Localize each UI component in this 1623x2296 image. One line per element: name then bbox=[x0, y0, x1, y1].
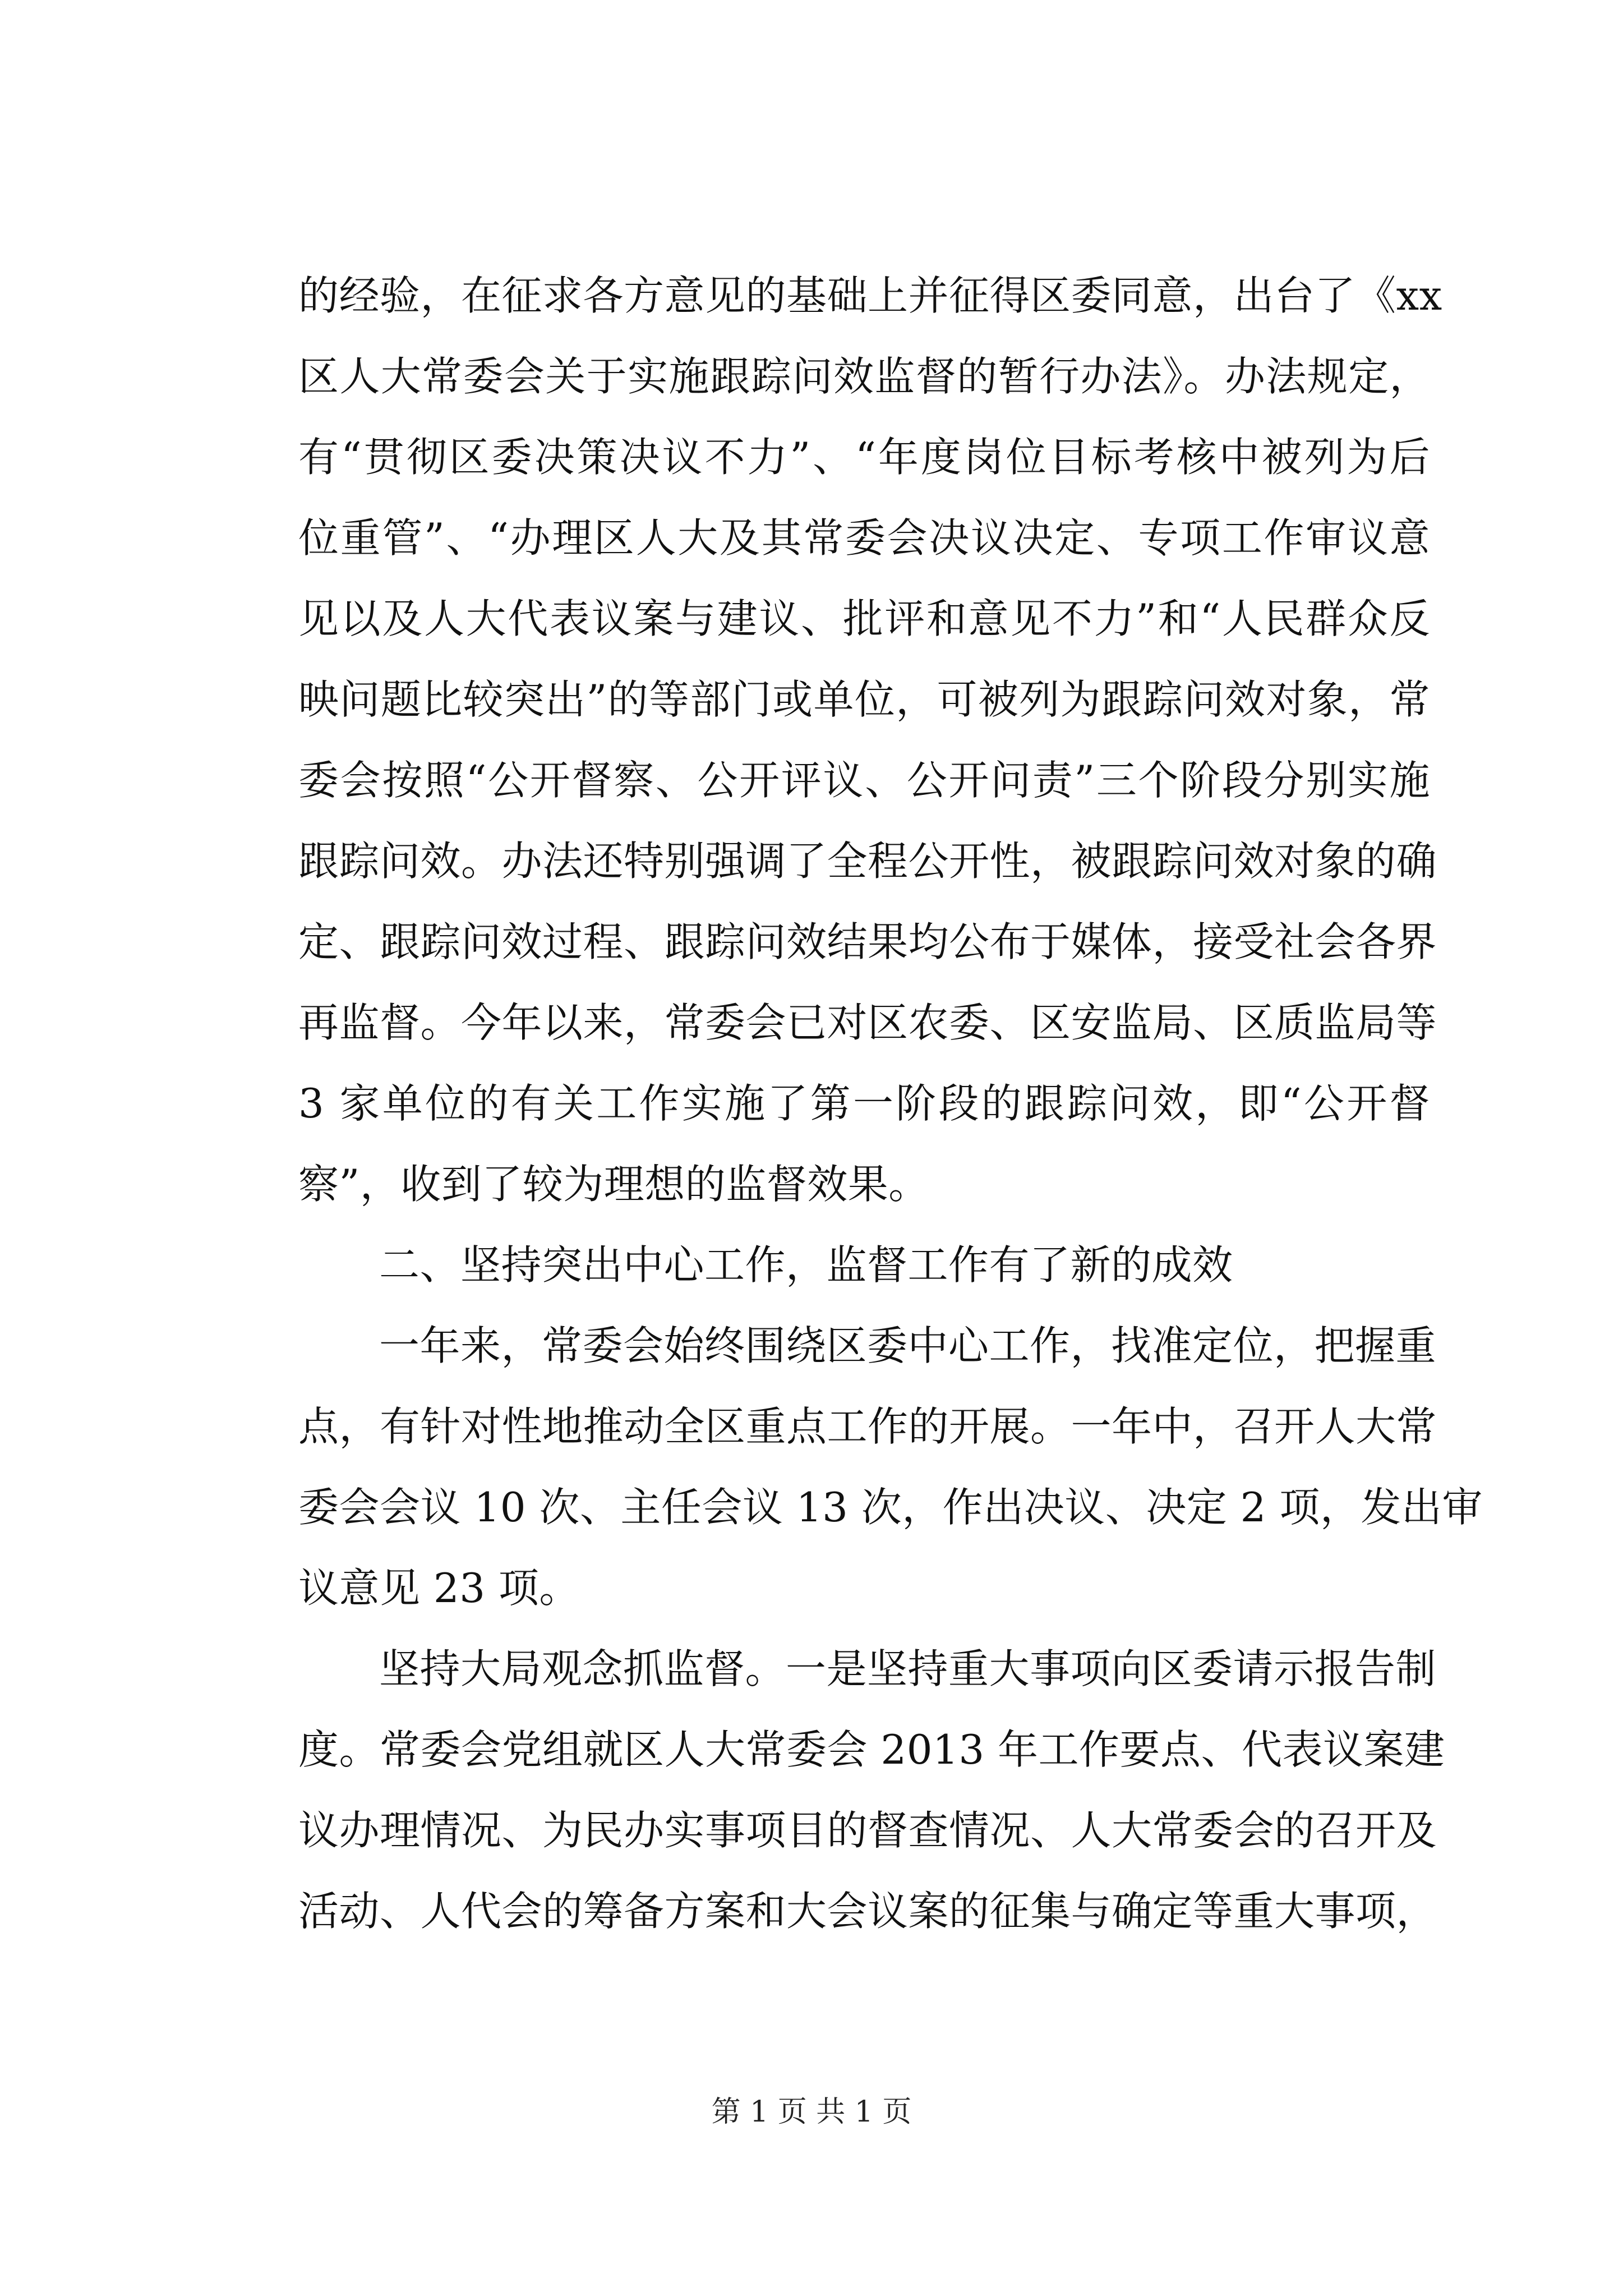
text-line: 议办理情况、为民办实事项目的督查情况、人大常委会的召开及 bbox=[298, 1807, 1437, 1854]
text-line: 映问题比较突出”的等部门或单位，可被列为跟踪问效对象，常 bbox=[298, 676, 1430, 723]
text-line: 察”，收到了较为理想的监督效果。 bbox=[298, 1161, 929, 1208]
document-body bbox=[298, 255, 1483, 1952]
text-line: 跟踪问效。办法还特别强调了全程公开性，被跟踪问效对象的确 bbox=[298, 838, 1437, 885]
page-number-footer: 第 1 页 共 1 页 bbox=[711, 2095, 912, 2129]
text-line: 位重管”、“办理区人大及其常委会决议决定、专项工作审议意 bbox=[298, 514, 1430, 562]
section-heading: 二、坚持突出中心工作，监督工作有了新的成效 bbox=[379, 1241, 1233, 1289]
text-line: 区人大常委会关于实施跟踪问效监督的暂行办法》。办法规定， bbox=[298, 353, 1430, 400]
text-line: 活动、人代会的筹备方案和大会议案的征集与确定等重大事项， bbox=[298, 1888, 1437, 1935]
text-line: 委会会议 10 次、主任会议 13 次，作出决议、决定 2 项，发出审 bbox=[298, 1484, 1483, 1531]
text-line: 议意见 23 项。 bbox=[298, 1565, 580, 1612]
text-line: 一年来，常委会始终围绕区委中心工作，找准定位，把握重 bbox=[379, 1322, 1437, 1369]
text-line: 的经验，在征求各方意见的基础上并征得区委同意，出台了《xx bbox=[298, 272, 1442, 319]
text-line: 点，有针对性地推动全区重点工作的开展。一年中，召开人大常 bbox=[298, 1403, 1437, 1450]
text-line: 再监督。今年以来，常委会已对区农委、区安监局、区质监局等 bbox=[298, 999, 1437, 1046]
text-line: 见以及人大代表议案与建议、批评和意见不力”和“人民群众反 bbox=[298, 595, 1430, 642]
text-line: 度。常委会党组就区人大常委会 2013 年工作要点、代表议案建 bbox=[298, 1726, 1445, 1773]
text-line: 坚持大局观念抓监督。一是坚持重大事项向区委请示报告制 bbox=[379, 1645, 1437, 1692]
text-line: 委会按照“公开督察、公开评议、公开问责”三个阶段分别实施 bbox=[298, 757, 1430, 804]
text-line: 定、跟踪问效过程、跟踪问效结果均公布于媒体，接受社会各界 bbox=[298, 918, 1437, 965]
text-line: 3 家单位的有关工作实施了第一阶段的跟踪问效，即“公开督 bbox=[298, 1080, 1430, 1127]
text-line: 有“贯彻区委决策决议不力”、“年度岗位目标考核中被列为后 bbox=[298, 434, 1430, 481]
